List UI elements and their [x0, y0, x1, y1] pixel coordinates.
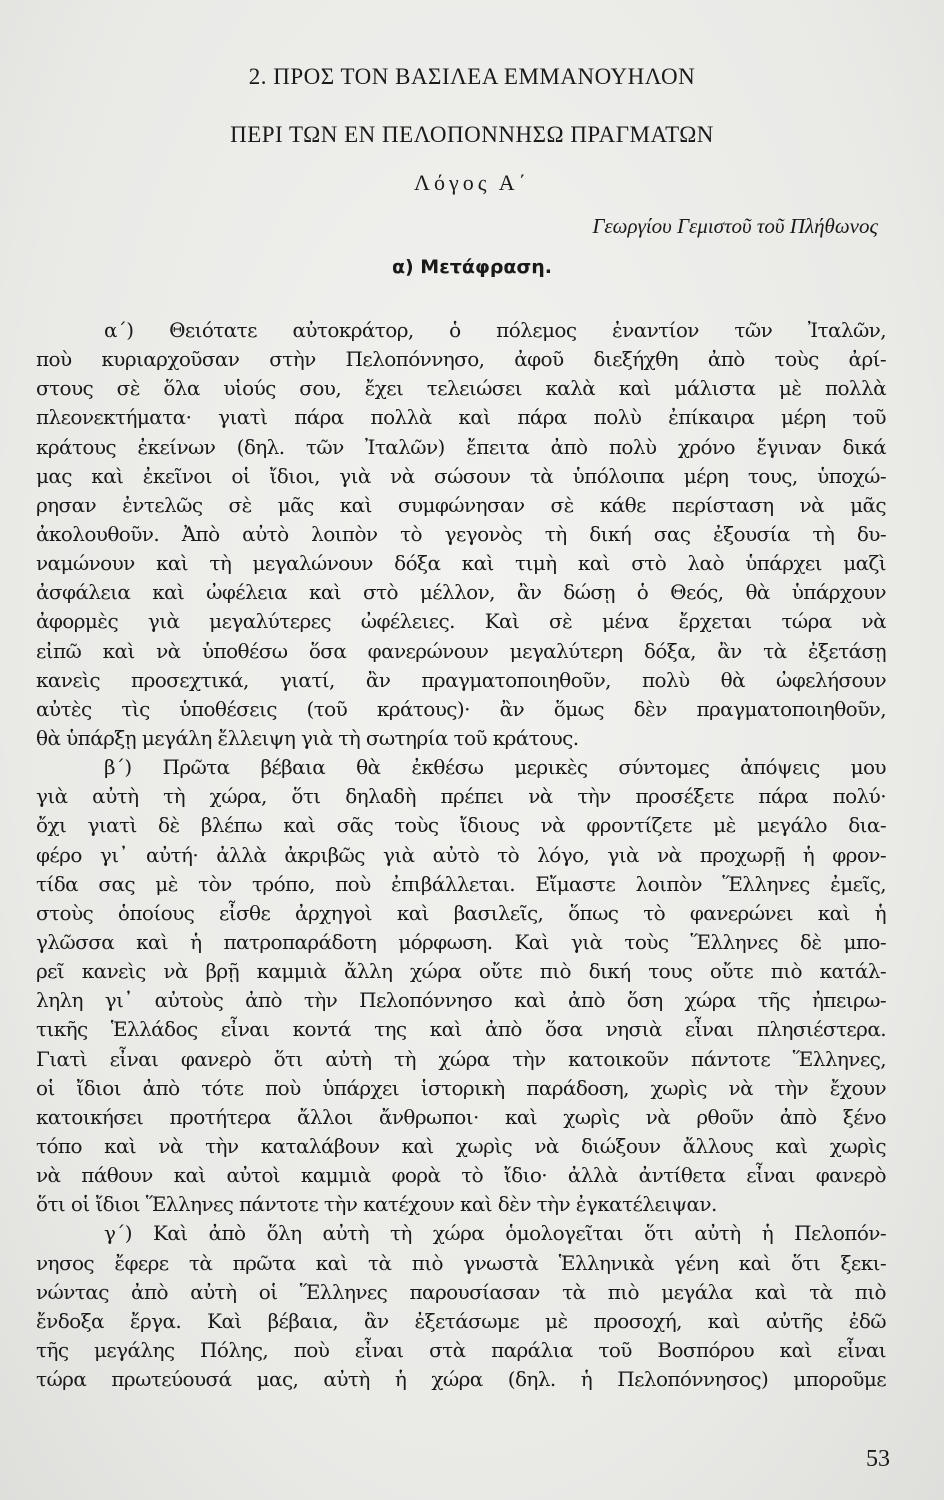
text-line: εἰπῶ καὶ νὰ ὑποθέσω ὅσα φανερώνουν μεγαλύτερη δόξα, ἂν τὰ ἐξετάσῃ — [36, 638, 886, 663]
page-number: 53 — [866, 1446, 890, 1472]
text-line: πλεονεκτήματα· γιατὶ πάρα πολλὰ καὶ πάρα πολὺ ἐπίκαιρα μέρη τοῦ — [36, 405, 886, 430]
text-line: ἀκολουθοῦν. Ἀπὸ αὐτὸ λοιπὸν τὸ γεγονὸς τὴ δική σας ἐξουσία τὴ δυ- — [36, 521, 886, 546]
text-line: ποὺ κυριαρχοῦσαν στὴν Πελοπόννησο, ἀφοῦ διεξήχθη ἀπὸ τοὺς ἀρί- — [36, 347, 886, 372]
text-line: α΄) Θειότατε αὐτοκράτορ, ὁ πόλεμος ἐναντίον τῶν Ἰταλῶν, — [104, 318, 886, 342]
text-line: γ΄) Καὶ ἀπὸ ὅλη αὐτὴ τὴ χώρα ὁμολογεῖται ὅτι αὐτὴ ἡ Πελοπόν- — [104, 1221, 886, 1246]
text-line: στους σὲ ὅλα υἱούς σου, ἔχει τελειώσει καλὰ καὶ μάλιστα μὲ πολλὰ — [36, 376, 886, 401]
text-line: ἔνδοξα ἔργα. Καὶ βέβαια, ἂν ἐξετάσωμε μὲ προσοχή, καὶ αὐτῆς ἐδῶ — [36, 1308, 886, 1333]
chapter-title: 2. ΠΡΟΣ ΤΟΝ ΒΑΣΙΛΕΑ ΕΜΜΑΝΟΥΗΛΟΝ — [248, 64, 696, 89]
text-line: τόπο καὶ νὰ τὴν καταλάβουν καὶ χωρὶς νὰ διώξουν ἄλλους καὶ χωρὶς — [36, 1133, 886, 1158]
text-line: ληλη γι᾽ αὐτοὺς ἀπὸ τὴν Πελοπόννησο καὶ ἀπὸ ὅση χώρα τῆς ἠπειρω- — [36, 988, 886, 1013]
section-heading: α) Μετάφραση. — [391, 256, 553, 278]
text-line: τικῆς Ἑλλάδος εἶναι κοντά της καὶ ἀπὸ ὅσα νησιὰ εἶναι πλησιέστερα. — [36, 1017, 886, 1042]
text-line: ναμώνουν καὶ τὴ μεγαλώνουν δόξα καὶ τιμὴ καὶ στὸ λαὸ ὑπάρχει μαζὶ — [36, 551, 886, 576]
text-line: νώντας ἀπὸ αὐτὴ οἱ Ἕλληνες παρουσίασαν τὰ πιὸ μεγάλα καὶ τὰ πιὸ — [36, 1279, 886, 1304]
text-line: κανεὶς προσεχτικά, γιατί, ἂν πραγματοποιηθοῦν, πολὺ θὰ ὠφελήσουν — [36, 667, 886, 692]
text-line: ρησαν ἐντελῶς σὲ μᾶς καὶ συμφώνησαν σὲ κάθε περίσταση νὰ μᾶς — [36, 492, 886, 517]
text-line: τῆς μεγάλης Πόλης, ποὺ εἶναι στὰ παράλια τοῦ Βοσπόρου καὶ εἶναι — [36, 1337, 886, 1362]
body-text — [36, 316, 886, 1394]
text-line: Γιατὶ εἶναι φανερὸ ὅτι αὐτὴ τὴ χώρα τὴν κατοικοῦν πάντοτε Ἕλληνες, — [36, 1046, 886, 1071]
text-line: νησος ἔφερε τὰ πρῶτα καὶ τὰ πιὸ γνωστὰ Ἑλληνικὰ γένη καὶ ὅτι ξεκι- — [36, 1250, 886, 1275]
chapter-subtitle: ΠΕΡΙ ΤΩΝ ΕΝ ΠΕΛΟΠΟΝΝΗΣΩ ΠΡΑΓΜΑΤΩΝ — [230, 122, 714, 147]
text-line: αὐτὲς τὶς ὑποθέσεις (τοῦ κράτους)· ἂν ὅμως δὲν πραγματοποιηθοῦν, — [36, 696, 886, 721]
text-line: γιὰ αὐτὴ τὴ χώρα, ὅτι δηλαδὴ πρέπει νὰ τὴν προσέξετε πάρα πολύ· — [36, 784, 886, 809]
text-line: οἱ ἴδιοι ἀπὸ τότε ποὺ ὑπάρχει ἱστορικὴ παράδοση, χωρὶς νὰ τὴν ἔχουν — [36, 1075, 886, 1100]
author-attribution: Γεωργίου Γεμιστοῦ τοῦ Πλήθωνος — [592, 214, 878, 238]
text-line: ἀσφάλεια καὶ ὠφέλεια καὶ στὸ μέλλον, ἂν δώσῃ ὁ Θεός, θὰ ὑπάρχουν — [36, 580, 886, 605]
text-line: τίδα σας μὲ τὸν τρόπο, ποὺ ἐπιβάλλεται. Εἴμαστε λοιπὸν Ἕλληνες ἐμεῖς, — [36, 871, 886, 896]
text-line: θὰ ὑπάρξῃ μεγάλη ἔλλειψη γιὰ τὴ σωτηρία τοῦ κράτους. — [36, 725, 579, 750]
text-line: γλῶσσα καὶ ἡ πατροπαράδοτη μόρφωση. Καὶ γιὰ τοὺς Ἕλληνες δὲ μπο- — [36, 929, 886, 954]
text-line: τώρα πρωτεύουσά μας, αὐτὴ ἡ χώρα (δηλ. ἡ Πελοπόννησος) μποροῦμε — [36, 1367, 886, 1392]
text-line: νὰ πάθουν καὶ αὐτοὶ καμμιὰ φορὰ τὸ ἴδιο· ἀλλὰ ἀντίθετα εἶναι φανερὸ — [36, 1163, 886, 1188]
text-line: φέρο γι᾽ αὐτή· ἀλλὰ ἀκριβῶς γιὰ αὐτὸ τὸ λόγο, γιὰ νὰ προχωρῇ ἡ φρον- — [36, 842, 886, 867]
text-line: μας καὶ ἐκεῖνοι οἱ ἴδιοι, γιὰ νὰ σώσουν τὰ ὑπόλοιπα μέρη τους, ὑποχώ- — [36, 463, 886, 488]
text-line: στοὺς ὁποίους εἶσθε ἀρχηγοὶ καὶ βασιλεῖς, ὅπως τὸ φανερώνει καὶ ἡ — [36, 900, 886, 925]
speech-heading: Λόγος Α΄ — [414, 170, 530, 195]
text-line: β΄) Πρῶτα βέβαια θὰ ἐκθέσω μερικὲς σύντομες ἀπόψεις μου — [104, 755, 886, 780]
text-line: ρεῖ κανεὶς νὰ βρῇ καμμιὰ ἄλλη χώρα οὔτε πιὸ δική τους οὔτε πιὸ κατάλ- — [36, 959, 886, 984]
text-line: ὄχι γιατὶ δὲ βλέπω καὶ σᾶς τοὺς ἴδιους νὰ φροντίζετε μὲ μεγάλο δια- — [36, 813, 886, 838]
text-line: ἀφορμὲς γιὰ μεγαλύτερες ὠφέλειες. Καὶ σὲ μένα ἔρχεται τώρα νὰ — [36, 609, 886, 634]
text-line: κατοικήσει προτήτερα ἄλλοι ἄνθρωποι· καὶ χωρὶς νὰ ρθοῦν ἀπὸ ξένο — [36, 1104, 886, 1129]
text-line: κράτους ἐκείνων (δηλ. τῶν Ἰταλῶν) ἔπειτα ἀπὸ πολὺ χρόνο ἔγιναν δικά — [36, 434, 886, 459]
text-line: ὅτι οἱ ἴδιοι Ἕλληνες πάντοτε τὴν κατέχουν καὶ δὲν τὴν ἐγκατέλειψαν. — [36, 1192, 717, 1217]
